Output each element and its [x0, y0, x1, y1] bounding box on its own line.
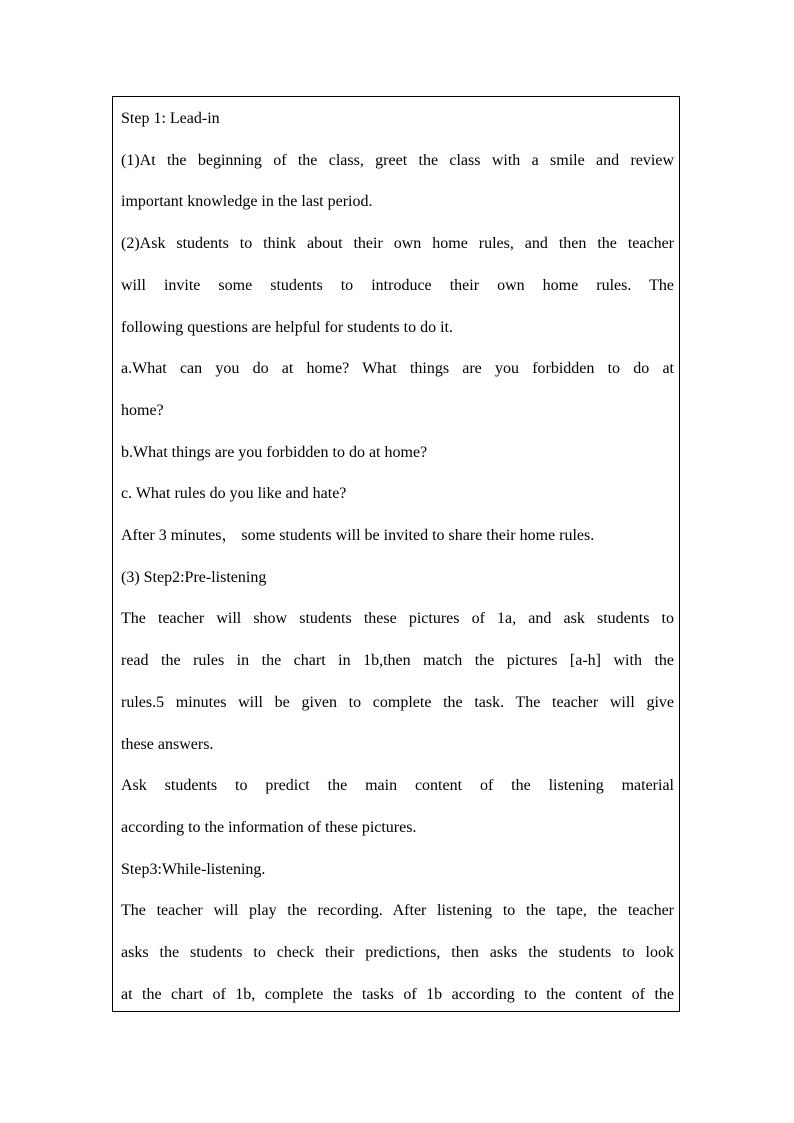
text-line: c. What rules do you like and hate?	[121, 485, 347, 503]
lesson-plan-box	[112, 96, 680, 1012]
text-line: read the rules in the chart in 1b,then match the pictures [a-h] with the	[121, 652, 674, 670]
text-line: (3) Step2:Pre-listening	[121, 568, 267, 586]
text-line: following questions are helpful for students to do it.	[121, 318, 453, 336]
text-line: home?	[121, 401, 164, 419]
text-line: (1)At the beginning of the class, greet the class with a smile and review	[121, 151, 674, 169]
text-line: will invite some students to introduce their own home rules. The	[121, 276, 674, 294]
text-line: rules.5 minutes will be given to complete the task. The teacher will give	[121, 693, 674, 711]
text-line: Step 1: Lead-in	[121, 110, 220, 127]
text-line: b.What things are you forbidden to do at home?	[121, 443, 428, 461]
text-line: these answers.	[121, 735, 214, 753]
text-line: (2)Ask students to think about their own home rules, and then the teacher	[121, 235, 674, 253]
text-line: a.What can you do at home? What things are you forbidden to do at	[121, 360, 674, 378]
text-line: Step3:While-listening.	[121, 860, 266, 878]
text-line: at the chart of 1b, complete the tasks of 1b according to the content of the	[121, 985, 674, 1003]
text-line: The teacher will play the recording. After listening to the tape, the teacher	[121, 902, 674, 920]
text-line: important knowledge in the last period.	[121, 193, 373, 211]
text-line: After 3 minutes， some students will be invited to share their home rules.	[121, 527, 595, 544]
text-line: The teacher will show students these pictures of 1a, and ask students to	[121, 610, 674, 628]
text-line: according to the information of these pictures.	[121, 818, 417, 836]
text-line: asks the students to check their predictions, then asks the students to look	[121, 944, 674, 961]
text-line: Ask students to predict the main content of the listening material	[121, 777, 674, 795]
